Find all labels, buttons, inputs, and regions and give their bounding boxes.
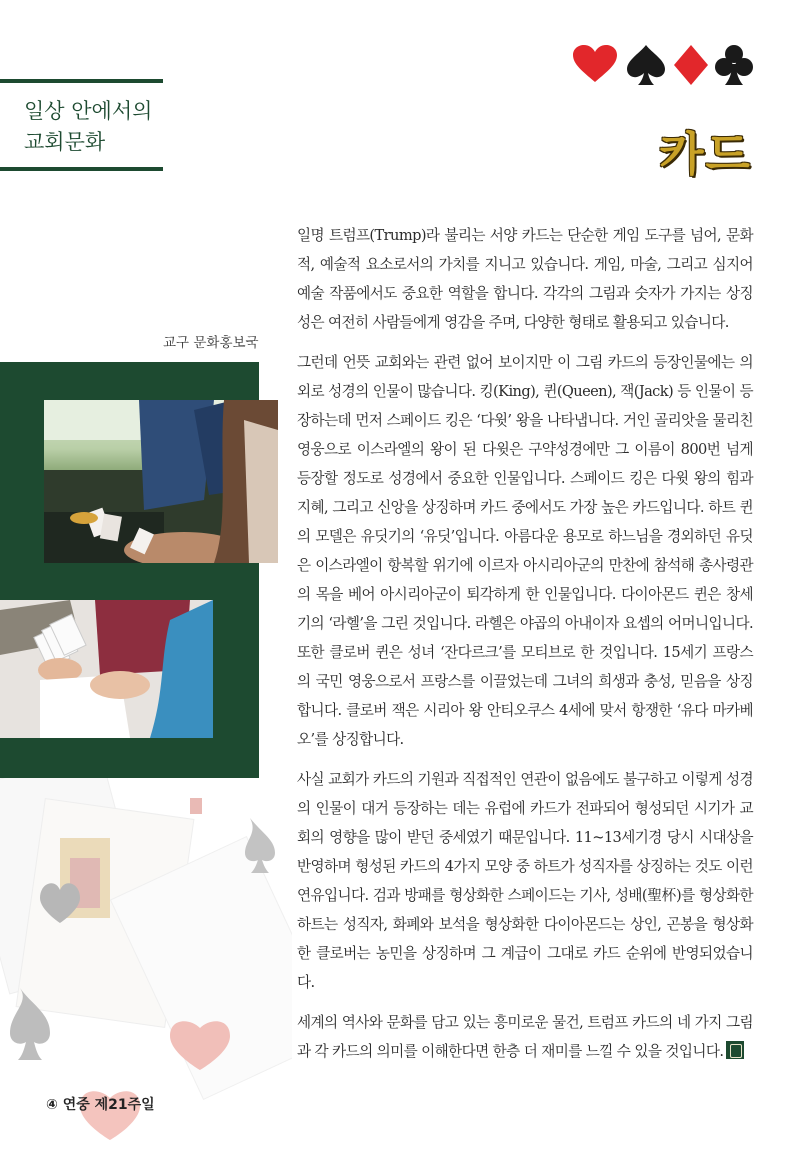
section-rule-top [0,79,163,83]
photo-card-game-outdoor [44,400,278,563]
paragraph-1: 일명 트럼프(Trump)라 불리는 서양 카드는 단순한 게임 도구를 넘어, 문화적, 예술적 요소로서의 가치를 지니고 있습니다. 게임, 마술, 그리고 심지어 예술 작품에서도 중요한 역할을 합니다. 각각의 그림과 숫자가 가지는 상징성은 여전히 사람들에게 영감을 주며, 다양한 형태로 활용되고 있습니다. [297,227,753,331]
section-title-line2: 교회문화 [24,130,106,154]
card-suits [572,44,754,88]
author-byline: 교구 문화홍보국 [163,335,259,351]
paragraph-4-text: 세계의 역사와 문화를 담고 있는 흥미로운 물건, 트럼프 카드의 네 가지 그림과 각 카드의 의미를 이해한다면 한층 더 재미를 느낄 수 있을 것입니다. [297,1014,753,1060]
paragraph-3: 사실 교회가 카드의 기원과 직접적인 연관이 없음에도 불구하고 이렇게 성경의 인물이 대거 등장하는 데는 유럽에 카드가 전파되어 형성되던 시기가 교회의 영향을 많이 받던 중세였기 때문입니다. 11~13세기경 당시 시대상을 반영하며 형성된 카드의 4가지 모양 중 하트가 성직자를 상징하는 것도 이런 연유입니다. 검과 방패를 형상화한 스페이드는 기사, 성배(聖杯)를 형상화한 하트는 성직자, 화폐와 보석을 형상화한 다이아몬드는 상인, 곤봉을 형상화 한 클로버는 농민을 상징하며 그 계급이 그대로 카드 순위에 반영되었습니다. [297,771,753,991]
article-body [297,221,753,1077]
heart-icon [572,44,618,84]
paragraph-4 [297,1008,753,1066]
page-footer: ④ 연중 제21주일 [46,1097,155,1113]
section-title [24,96,174,158]
page-title: 카드 [659,127,752,181]
section-rule-bottom [0,167,163,171]
photo-card-game-indoor [0,600,213,738]
section-title-line1: 일상 안에서의 [24,99,153,123]
end-mark-icon [726,1041,744,1059]
paragraph-2: 그런데 언뜻 교회와는 관련 없어 보이지만 이 그림 카드의 등장인물에는 의외로 성경의 인물이 많습니다. 킹(King), 퀸(Queen), 잭(Jack) 등 인물이 등장하는데 먼저 스페이드 킹은 ‘다윗’ 왕을 나타냅니다. 거인 골리앗을 물리친 영웅으로 이스라엘의 왕이 된 다윗은 구약성경에만 그 이름이 800번 넘게 등장할 정도로 성경에서 중요한 인물입니다. 스페이드 킹은 다윗 왕의 힘과 지혜, 그리고 신앙을 상징하며 카드 중에서도 가장 높은 카드입니다. 하트 퀸의 모델은 유딧기의 ‘유딧’입니다. 아름다운 용모로 하느님을 경외하던 유딧은 이스라엘이 항복할 위기에 이르자 아시리아군의 만찬에 참석해 총사령관의 목을 베어 아시리아군이 퇴각하게 한 인물입니다. 다이아몬드 퀸은 창세기의 ‘라헬’을 그린 것입니다. 라헬은 야곱의 아내이자 요셉의 어머니입니다. 또한 클로버 퀸은 성녀 ‘잔다르크’를 모티브로 한 것입니다. 15세기 프랑스의 국민 영웅으로서 프랑스를 이끌었는데 그녀의 희생과 충성, 믿음을 상징합니다. 클로버 잭은 시리아 왕 안티오쿠스 4세에 맞서 항쟁한 ‘유다 마카베오’를 상징합니다. [297,354,753,748]
diamond-icon [673,44,709,86]
club-icon [714,44,754,86]
spade-icon [626,44,666,86]
